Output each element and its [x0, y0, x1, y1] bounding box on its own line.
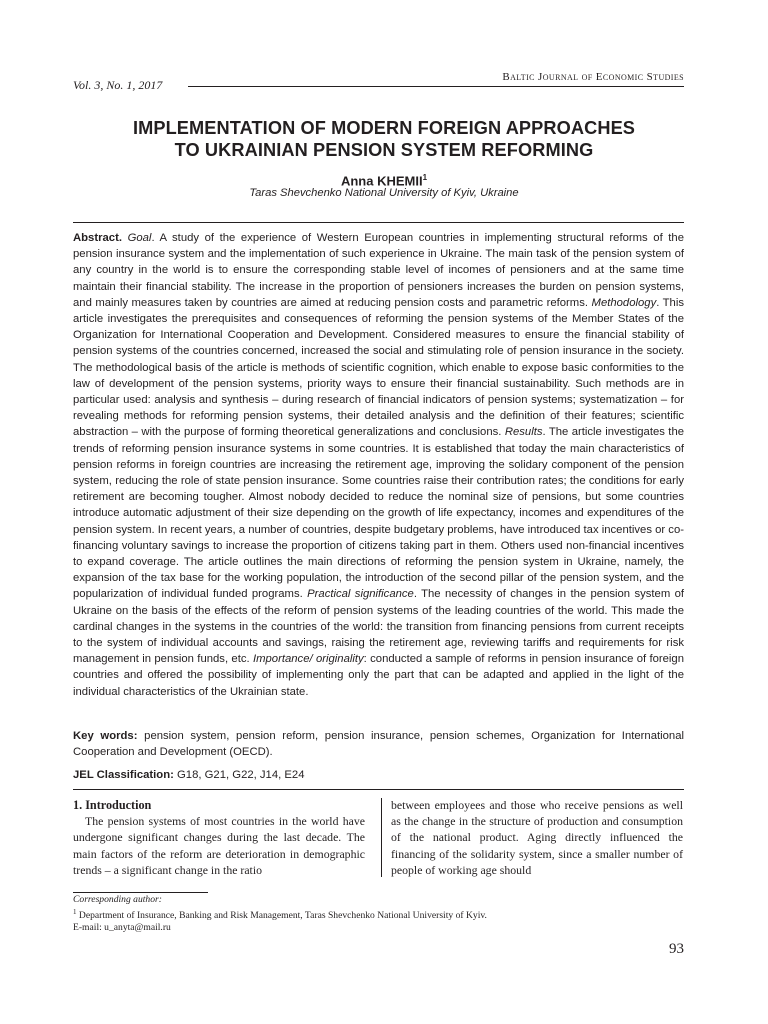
title-line-1: IMPLEMENTATION OF MODERN FOREIGN APPROACHES	[132, 118, 636, 138]
footnote-mark: 1	[73, 908, 77, 916]
author-affiliation: Taras Shevchenko National University of Kyiv, Ukraine	[249, 187, 519, 199]
footnote	[73, 894, 487, 934]
keywords	[73, 728, 684, 760]
results-label: Results	[504, 426, 543, 439]
footnote-email: E-mail: u_anyta@mail.ru	[73, 922, 171, 934]
practical-significance-label: Practical significance	[307, 588, 414, 601]
volume-issue: Vol. 3, No. 1, 2017	[73, 78, 163, 92]
journal-name: Baltic Journal of Economic Studies	[502, 71, 684, 83]
methodology-text: . This article investigates the prerequisites and consequences of reforming the pension systems of the Member States of the Organization for International Cooperation and Development. Considered measures to ensure the financial stability of pension systems of the countries concerned, increased the social and stimulating role of pension insurance in the society. The methodological basis of the article is methods of scientific cognition, which enable to expose basic conformities to the law of development of the pension systems, priority ways to ensure their financial sustainability. Such methods are in particular used: analysis and synthesis – during research of financial indicators of pension systems; systematization – for revealing methods for reforming pension systems, their detailed analysis and the definition of their features; scientific abstraction – with the purpose of forming theoretical generalizations and conclusions.	[73, 296, 685, 439]
abstract-top-rule	[73, 222, 684, 223]
body-paragraph-continued: between employees and those who receive pensions as well as the change in the structure of production and consumption of the national product. Aging directly influenced the financing of the solidarity system, since a smaller number of people of working age should	[391, 798, 683, 877]
footnote-rule	[73, 892, 208, 893]
keywords-text: pension system, pension reform, pension insurance, pension schemes, Organization for International Cooperation and Development (OECD).	[73, 730, 684, 759]
importance-text: : conducted a sample of reforms in pension insurance of foreign countries and offered the possibility of implementing only the part that can be adapted and applied in the light of the individual characteristics of the Ukrainian state.	[73, 653, 684, 698]
page-number: 93	[669, 941, 684, 957]
abstract-bottom-rule	[73, 789, 684, 790]
author-footnote-mark: 1	[422, 173, 428, 182]
results-text: . The article investigates the trends of reforming pension insurance systems in some countries. It is established that today the main characteristics of pension reforms in foreign countries are increasing the retirement age, improving the solidary component of the pension system, reducing the role of state pension insurance. Some countries raise their contribution rates; the conditions for early retirement are becoming tougher. Almost nobody decided to reduce the nominal size of pensions, but some countries introduce automatic adjustment of their size depending on the growth of life expectancy, incomes and expenditures of the pension system. In recent years, a number of countries, despite budgetary problems, have introduced tax incentives or co-financing voluntary savings to increase the proportion of citizens taking part in them. Others used non-financial incentives to expand coverage. The article outlines the main directions of reforming the pension system in Ukraine, namely, the expansion of the tax base for the working population, the introduction of the second pillar of the pension system, and the popularization of individual funded programs.	[73, 426, 685, 601]
abstract	[73, 230, 684, 700]
practical-significance-text: . The necessity of changes in the pension system of Ukraine on the basis of the effects of the reform of pension systems of the leading countries of the world. This made the cardinal changes in the systems in the countries of the world: the transition from financing pensions from current receipts to the system of individual accounts and savings, raising the retirement age, reviewing tariffs and requirements for risk management in pension funds, etc.	[73, 588, 685, 666]
corresponding-author-label: Corresponding author:	[73, 894, 162, 905]
jel-classification	[73, 767, 684, 783]
header-rule	[188, 86, 684, 87]
body-paragraph: The pension systems of most countries in the world have undergone significant changes during the last decade. The main factors of the reform are deterioration in demographic trends – a significant change in the ratio	[73, 814, 365, 877]
goal-text: . A study of the experience of Western European countries in implementing structural reforms of the pension insurance system and the implementation of such experience in Ukraine. The main task of the pension system of any country in the world is to ensure the corresponding stable level of incomes of pensioners and at the same time maintain their financial stability. The increase in the proportion of pensioners increases the burden on pension systems, and mainly measures taken by countries are aimed at reducing pension costs and parametric reforms.	[73, 232, 685, 309]
jel-label: JEL Classification:	[73, 769, 174, 781]
jel-codes: G18, G21, G22, J14, E24	[177, 769, 305, 781]
title-line-2: TO UKRAINIAN PENSION SYSTEM REFORMING	[174, 140, 594, 160]
abstract-label: Abstract.	[73, 232, 122, 244]
keywords-label: Key words:	[73, 730, 138, 742]
author-name: Anna KHEMII	[340, 173, 423, 189]
section-heading: 1. Introduction	[73, 798, 152, 812]
goal-label: Goal	[127, 232, 152, 244]
footnote-department: Department of Insurance, Banking and Risk Management, Taras Shevchenko National University of Kyiv.	[78, 910, 487, 922]
methodology-label: Methodology	[591, 296, 657, 309]
body-column-right	[391, 797, 683, 878]
importance-label: Importance/ originality	[252, 653, 364, 666]
column-separator	[381, 798, 382, 877]
footnote-affiliation	[73, 906, 487, 922]
body-column-left	[73, 797, 365, 878]
article-title	[60, 117, 708, 161]
